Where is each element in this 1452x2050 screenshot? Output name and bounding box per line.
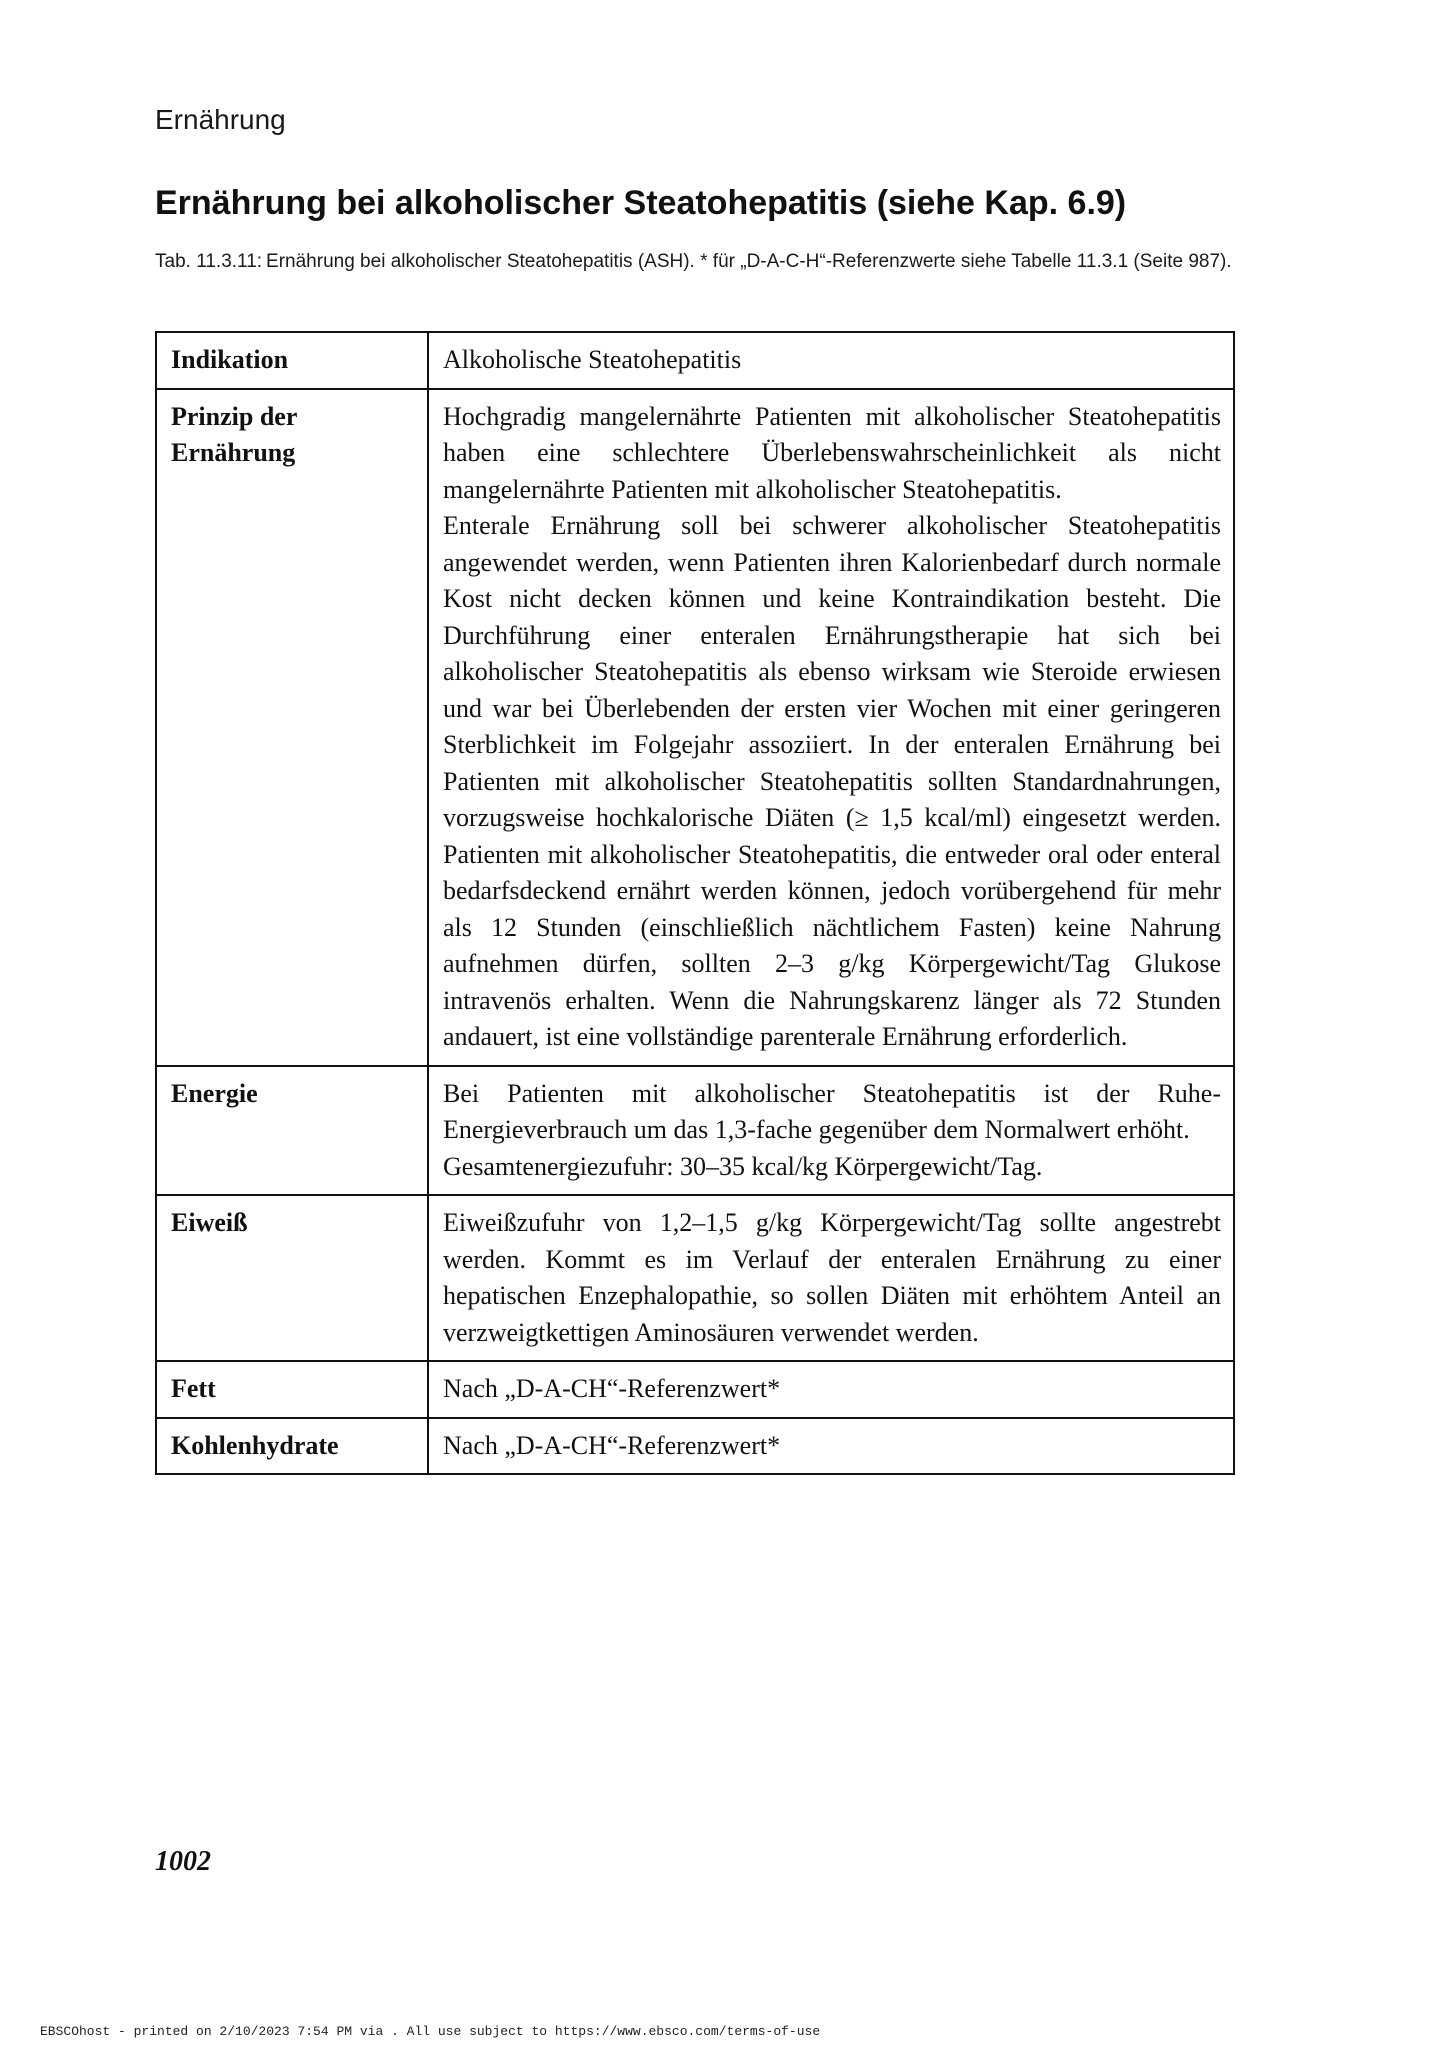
caption-text: Ernährung bei alkoholischer Steatohepatitis (ASH). * für „D-A-C-H“-Referenzwerte siehe Tabelle 11.3.1 (Seite 987). — [266, 251, 1232, 272]
row-value-indikation — [428, 332, 1234, 389]
cell-paragraph: Gesamtenergiezufuhr: 30–35 kcal/kg Körpergewicht/Tag. — [443, 1151, 1043, 1181]
row-label-eiweiss: Eiweiß — [156, 1195, 428, 1361]
table-caption — [155, 250, 1235, 274]
caption-label: Tab. 11.3.11: — [155, 251, 263, 272]
row-value-eiweiss — [428, 1195, 1234, 1361]
page-number: 1002 — [155, 1846, 211, 1877]
cell-paragraph: Enterale Ernährung soll bei schwerer alkoholischer Steatohepatitis angewendet werden, wenn Patienten ihren Kalorienbedarf durch normale Kost nicht decken können und keine Kontraindikation besteht. Die Durchführung einer enteralen Ernährungstherapie hat sich bei alkoholischer Steatohepatitis als ebenso wirksam wie Steroide erwiesen und war bei Überlebenden der ersten vier Wochen mit einer geringeren Sterblichkeit im Folgejahr assoziiert. In der enteralen Ernährung bei Patienten mit alkoholischer Steatohepatitis sollten Standardnahrungen, vorzugsweise hochkalorische Diäten (≥ 1,5 kcal/ml) eingesetzt werden. Patienten mit alkoholischer Steatohepatitis, die entweder oral oder enteral bedarfsdeckend ernährt werden können, jedoch vorübergehend für mehr als 12 Stunden (einschließlich nächtlichem Fasten) keine Nahrung aufnehmen dürfen, sollten 2–3 g/kg Körpergewicht/Tag Glukose intravenös erhalten. Wenn die Nahrungskarenz länger als 72 Stunden andauert, ist eine vollständige parenterale Ernährung erforderlich. — [443, 511, 1221, 1051]
row-value-kohlenhydrate — [428, 1418, 1234, 1475]
table-row — [156, 1361, 1234, 1418]
row-label-energie: Energie — [156, 1066, 428, 1196]
row-value-energie — [428, 1066, 1234, 1196]
cell-paragraph: Hochgradig mangelernährte Patienten mit alkoholischer Steatohepatitis haben eine schlechtere Überlebenswahrscheinlichkeit als nicht mangelernährte Patienten mit alkoholischer Steatohepatitis. — [443, 401, 1221, 504]
table-row — [156, 1195, 1234, 1361]
row-value-fett — [428, 1361, 1234, 1418]
cell-paragraph: Nach „D-A-CH“-Referenzwert* — [443, 1430, 781, 1460]
table-row — [156, 332, 1234, 389]
row-label-prinzip — [156, 389, 428, 1066]
row-label-kohlenhydrate: Kohlenhydrate — [156, 1418, 428, 1475]
footer-notice: EBSCOhost - printed on 2/10/2023 7:54 PM via . All use subject to https://www.ebsco.com/terms-of-use — [40, 2024, 821, 2039]
running-head: Ernährung — [155, 104, 286, 135]
table-row — [156, 389, 1234, 1066]
cell-paragraph: Nach „D-A-CH“-Referenzwert* — [443, 1374, 781, 1403]
row-label-prinzip-text: Prinzip der Ernährung — [171, 401, 297, 467]
section-title: Ernährung bei alkoholischer Steatohepatitis (siehe Kap. 6.9) — [155, 184, 1127, 222]
row-label-indikation: Indikation — [156, 332, 428, 389]
nutrition-table — [155, 331, 1235, 1475]
row-label-fett: Fett — [156, 1361, 428, 1418]
cell-paragraph: Alkoholische Steatohepatitis — [443, 345, 742, 374]
table-row — [156, 1418, 1234, 1475]
cell-paragraph: Eiweißzufuhr von 1,2–1,5 g/kg Körpergewicht/Tag sollte angestrebt werden. Kommt es im Verlauf der enteralen Ernährung zu einer hepatischen Enzephalopathie, so sollen Diäten mit erhöhtem Anteil an verzweigtkettigen Aminosäuren verwendet werden. — [443, 1208, 1221, 1347]
table-row — [156, 1066, 1234, 1196]
row-value-prinzip — [428, 389, 1234, 1066]
cell-paragraph: Bei Patienten mit alkoholischer Steatohepatitis ist der Ruhe-Energieverbrauch um das 1,3-fache gegenüber dem Normalwert erhöht. — [443, 1078, 1221, 1144]
